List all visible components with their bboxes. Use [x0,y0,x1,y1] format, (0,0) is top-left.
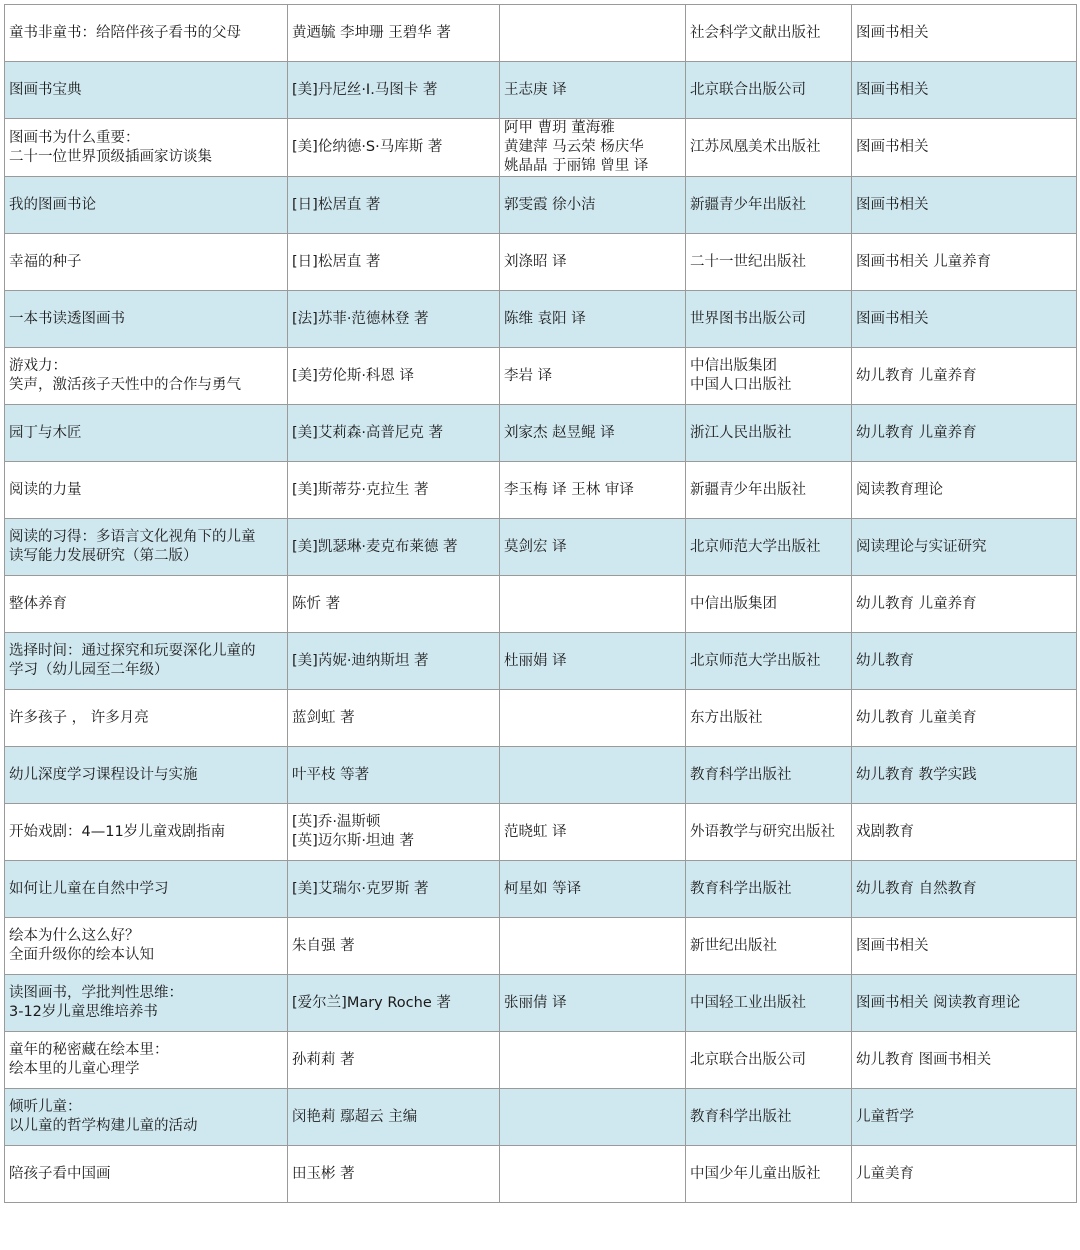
table-row [5,348,1077,405]
table-row [5,405,1077,462]
book-title-cell: 园丁与木匠 [5,405,288,462]
publisher-cell: 社会科学文献出版社 [686,5,852,62]
publisher-cell: 江苏凤凰美术出版社 [686,119,852,177]
publisher-cell: 东方出版社 [686,690,852,747]
author-cell: [美]劳伦斯·科恩 译 [288,348,500,405]
translator-cell: 刘家杰 赵昱鲲 译 [500,405,686,462]
author-cell: [爱尔兰]Mary Roche 著 [288,975,500,1032]
table-row [5,633,1077,690]
translator-cell: 李岩 译 [500,348,686,405]
book-title-cell: 绘本为什么这么好？ 全面升级你的绘本认知 [5,918,288,975]
translator-cell [500,690,686,747]
translator-cell: 范晓虹 译 [500,804,686,861]
publisher-cell: 外语教学与研究出版社 [686,804,852,861]
category-cell: 戏剧教育 [852,804,1077,861]
table-row [5,1089,1077,1146]
author-cell: 蓝剑虹 著 [288,690,500,747]
translator-cell: 柯星如 等译 [500,861,686,918]
author-cell: 田玉彬 著 [288,1146,500,1203]
book-title-cell: 陪孩子看中国画 [5,1146,288,1203]
author-cell: [法]苏菲·范德林登 著 [288,291,500,348]
author-cell: [美]艾瑞尔·克罗斯 著 [288,861,500,918]
publisher-cell: 新疆青少年出版社 [686,177,852,234]
table-row [5,975,1077,1032]
category-cell: 图画书相关 [852,119,1077,177]
publisher-cell: 中国轻工业出版社 [686,975,852,1032]
category-cell: 图画书相关 阅读教育理论 [852,975,1077,1032]
translator-cell [500,1032,686,1089]
author-cell: 陈忻 著 [288,576,500,633]
author-cell: [美]艾莉森·高普尼克 著 [288,405,500,462]
category-cell: 幼儿教育 图画书相关 [852,1032,1077,1089]
publisher-cell: 教育科学出版社 [686,1089,852,1146]
book-list-body [5,5,1077,1203]
book-title-cell: 幸福的种子 [5,234,288,291]
book-title-cell: 我的图画书论 [5,177,288,234]
book-title-cell: 读图画书，学批判性思维： 3-12岁儿童思维培养书 [5,975,288,1032]
category-cell: 幼儿教育 儿童养育 [852,576,1077,633]
publisher-cell: 北京联合出版公司 [686,62,852,119]
translator-cell: 李玉梅 译 王林 审译 [500,462,686,519]
author-cell: [美]斯蒂芬·克拉生 著 [288,462,500,519]
category-cell: 图画书相关 [852,918,1077,975]
publisher-cell: 北京联合出版公司 [686,1032,852,1089]
book-title-cell: 倾听儿童： 以儿童的哲学构建儿童的活动 [5,1089,288,1146]
author-cell: 孙莉莉 著 [288,1032,500,1089]
publisher-cell: 中国少年儿童出版社 [686,1146,852,1203]
category-cell: 阅读理论与实证研究 [852,519,1077,576]
author-cell: [美]凯瑟琳·麦克布莱德 著 [288,519,500,576]
category-cell: 幼儿教育 教学实践 [852,747,1077,804]
book-title-cell: 童书非童书：给陪伴孩子看书的父母 [5,5,288,62]
publisher-cell: 教育科学出版社 [686,747,852,804]
table-row [5,861,1077,918]
translator-cell [500,576,686,633]
table-row [5,804,1077,861]
translator-cell: 张丽倩 译 [500,975,686,1032]
category-cell: 幼儿教育 [852,633,1077,690]
category-cell: 幼儿教育 儿童养育 [852,405,1077,462]
table-row [5,690,1077,747]
book-title-cell: 许多孩子 ， 许多月亮 [5,690,288,747]
table-row [5,747,1077,804]
book-title-cell: 幼儿深度学习课程设计与实施 [5,747,288,804]
publisher-cell: 新世纪出版社 [686,918,852,975]
book-title-cell: 童年的秘密藏在绘本里： 绘本里的儿童心理学 [5,1032,288,1089]
book-title-cell: 如何让儿童在自然中学习 [5,861,288,918]
book-title-cell: 阅读的力量 [5,462,288,519]
category-cell: 图画书相关 [852,177,1077,234]
author-cell: [英]乔·温斯顿 [英]迈尔斯·坦迪 著 [288,804,500,861]
table-row [5,62,1077,119]
author-cell: [美]丹尼丝·I.马图卡 著 [288,62,500,119]
book-title-cell: 一本书读透图画书 [5,291,288,348]
author-cell: 闵艳莉 鄢超云 主编 [288,1089,500,1146]
table-row [5,1032,1077,1089]
translator-cell [500,5,686,62]
publisher-cell: 中信出版集团 [686,576,852,633]
table-row [5,234,1077,291]
author-cell: [日]松居直 著 [288,234,500,291]
publisher-cell: 二十一世纪出版社 [686,234,852,291]
book-title-cell: 图画书为什么重要： 二十一位世界顶级插画家访谈集 [5,119,288,177]
author-cell: [美]伦纳德·S·马库斯 著 [288,119,500,177]
author-cell: 黄迺毓 李坤珊 王碧华 著 [288,5,500,62]
publisher-cell: 世界图书出版公司 [686,291,852,348]
publisher-cell: 教育科学出版社 [686,861,852,918]
translator-cell: 杜丽娟 译 [500,633,686,690]
table-row [5,291,1077,348]
translator-cell [500,1089,686,1146]
author-cell: [日]松居直 著 [288,177,500,234]
publisher-cell: 浙江人民出版社 [686,405,852,462]
book-title-cell: 图画书宝典 [5,62,288,119]
table-row [5,576,1077,633]
translator-cell: 阿甲 曹玥 董海雅 黄建萍 马云荣 杨庆华 姚晶晶 于丽锦 曾里 译 [500,119,686,177]
category-cell: 图画书相关 [852,291,1077,348]
publisher-cell: 中信出版集团 中国人口出版社 [686,348,852,405]
book-title-cell: 阅读的习得：多语言文化视角下的儿童 读写能力发展研究（第二版） [5,519,288,576]
category-cell: 幼儿教育 儿童养育 [852,348,1077,405]
category-cell: 图画书相关 [852,5,1077,62]
translator-cell: 陈维 袁阳 译 [500,291,686,348]
translator-cell [500,918,686,975]
category-cell: 幼儿教育 儿童美育 [852,690,1077,747]
publisher-cell: 北京师范大学出版社 [686,633,852,690]
publisher-cell: 新疆青少年出版社 [686,462,852,519]
translator-cell: 莫剑宏 译 [500,519,686,576]
table-row [5,5,1077,62]
translator-cell [500,1146,686,1203]
translator-cell: 郭雯霞 徐小洁 [500,177,686,234]
author-cell: 叶平枝 等著 [288,747,500,804]
category-cell: 幼儿教育 自然教育 [852,861,1077,918]
translator-cell [500,747,686,804]
table-row [5,462,1077,519]
book-title-cell: 整体养育 [5,576,288,633]
category-cell: 图画书相关 [852,62,1077,119]
category-cell: 阅读教育理论 [852,462,1077,519]
category-cell: 儿童哲学 [852,1089,1077,1146]
translator-cell: 王志庚 译 [500,62,686,119]
author-cell: [美]芮妮·迪纳斯坦 著 [288,633,500,690]
table-row [5,119,1077,177]
table-row [5,1146,1077,1203]
category-cell: 儿童美育 [852,1146,1077,1203]
publisher-cell: 北京师范大学出版社 [686,519,852,576]
book-list-table [4,4,1077,1203]
translator-cell: 刘涤昭 译 [500,234,686,291]
table-row [5,177,1077,234]
table-row [5,519,1077,576]
book-title-cell: 选择时间：通过探究和玩耍深化儿童的 学习（幼儿园至二年级） [5,633,288,690]
book-title-cell: 开始戏剧：4—11岁儿童戏剧指南 [5,804,288,861]
author-cell: 朱自强 著 [288,918,500,975]
book-title-cell: 游戏力： 笑声，激活孩子天性中的合作与勇气 [5,348,288,405]
table-row [5,918,1077,975]
category-cell: 图画书相关 儿童养育 [852,234,1077,291]
